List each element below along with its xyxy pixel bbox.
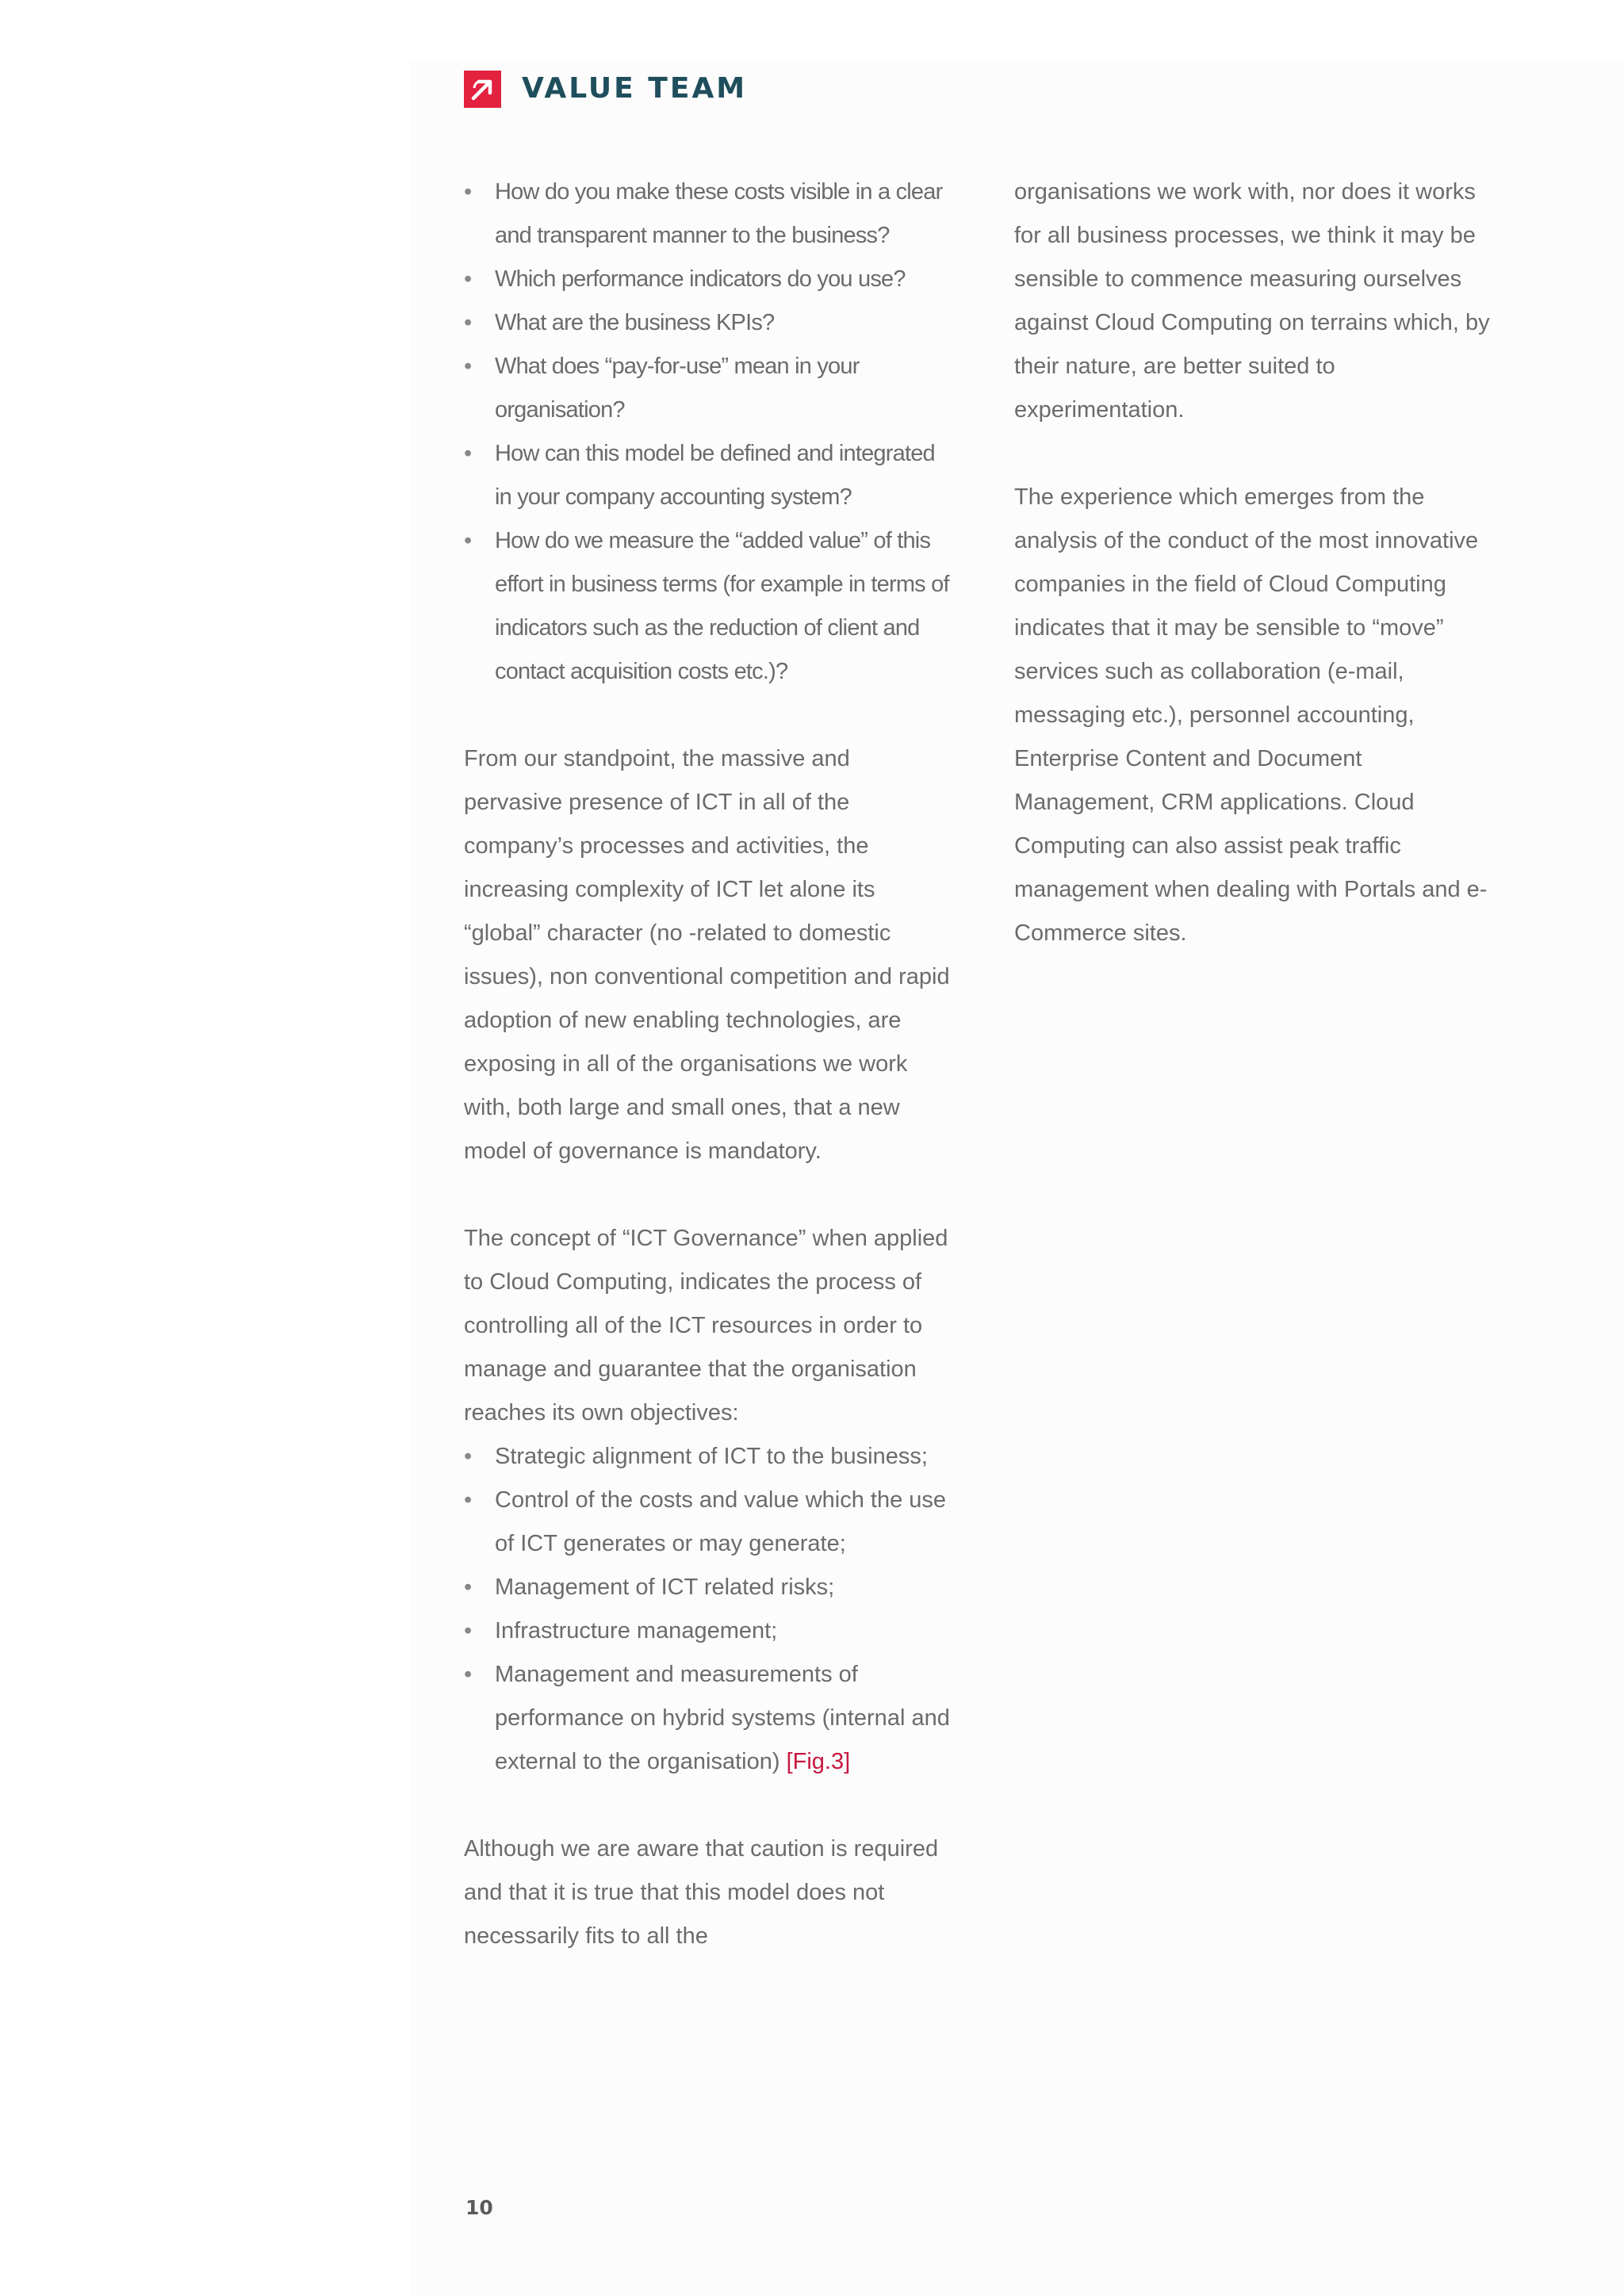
list-item: • How do you make these costs visible in a clear and transparent manner to the business?	[464, 170, 952, 258]
body-paragraph: The experience which emerges from the analysis of the conduct of the most innovative companies in the field of Cloud Computing indicates that it may be sensible to “move” services such as collaboration (e-mail, messaging etc.), personnel accounting, Enterprise Content and Document Management, CRM applications. Cloud Computing can also assist peak traffic management when dealing with Portals and e-Commerce sites.	[1014, 484, 1488, 946]
page-number: 10	[465, 2196, 493, 2219]
list-item: • Management of ICT related risks;	[464, 1566, 952, 1609]
list-item	[464, 1653, 952, 1784]
list-item: • Control of the costs and value which the use of ICT generates or may generate;	[464, 1479, 952, 1566]
governance-list	[464, 1435, 952, 1784]
list-item: • How do we measure the “added value” of this effort in business terms (for example in terms of indicators such as the reduction of client and contact acquisition costs etc.)?	[464, 519, 952, 694]
list-item: • How can this model be defined and integrated in your company accounting system?	[464, 432, 952, 519]
list-item-text: Management and measurements of performance on hybrid systems (internal and external to the organisation)	[495, 1662, 950, 1774]
body-paragraph: The concept of “ICT Governance” when applied to Cloud Computing, indicates the process of controlling all of the ICT resources in order to manage and guarantee that the organisation reaches its own objectives:	[464, 1226, 948, 1425]
brand-logo	[464, 69, 747, 109]
list-item: • Strategic alignment of ICT to the business;	[464, 1435, 952, 1479]
left-column	[464, 170, 952, 1958]
body-paragraph: organisations we work with, nor does it works for all business processes, we think it may be sensible to commence measuring ourselves against Cloud Computing on terrains which, by their nature, are better suited to experimentation.	[1014, 179, 1490, 423]
question-list	[464, 170, 952, 694]
list-item: • What does “pay-for-use” mean in your organisation?	[464, 345, 952, 432]
right-column	[1014, 170, 1506, 955]
body-paragraph: Although we are aware that caution is required and that it is true that this model does not necessarily fits to all the	[464, 1836, 939, 1949]
figure-reference-link[interactable]: [Fig.3]	[786, 1749, 851, 1774]
list-item: • Which performance indicators do you use?	[464, 258, 952, 301]
list-item: • What are the business KPIs?	[464, 301, 952, 345]
list-item: • Infrastructure management;	[464, 1609, 952, 1653]
arrow-up-right-icon	[464, 71, 501, 108]
body-paragraph: From our standpoint, the massive and pervasive presence of ICT in all of the company’s processes and activities, the increasing complexity of ICT let alone its “global” character (no -related to domestic issues), non conventional competition and rapid adoption of new enabling technologies, are exposing in all of the organisations we work with, both large and small ones, that a new model of governance is mandatory.	[464, 746, 950, 1164]
brand-name: VALUE TEAM	[522, 72, 748, 105]
